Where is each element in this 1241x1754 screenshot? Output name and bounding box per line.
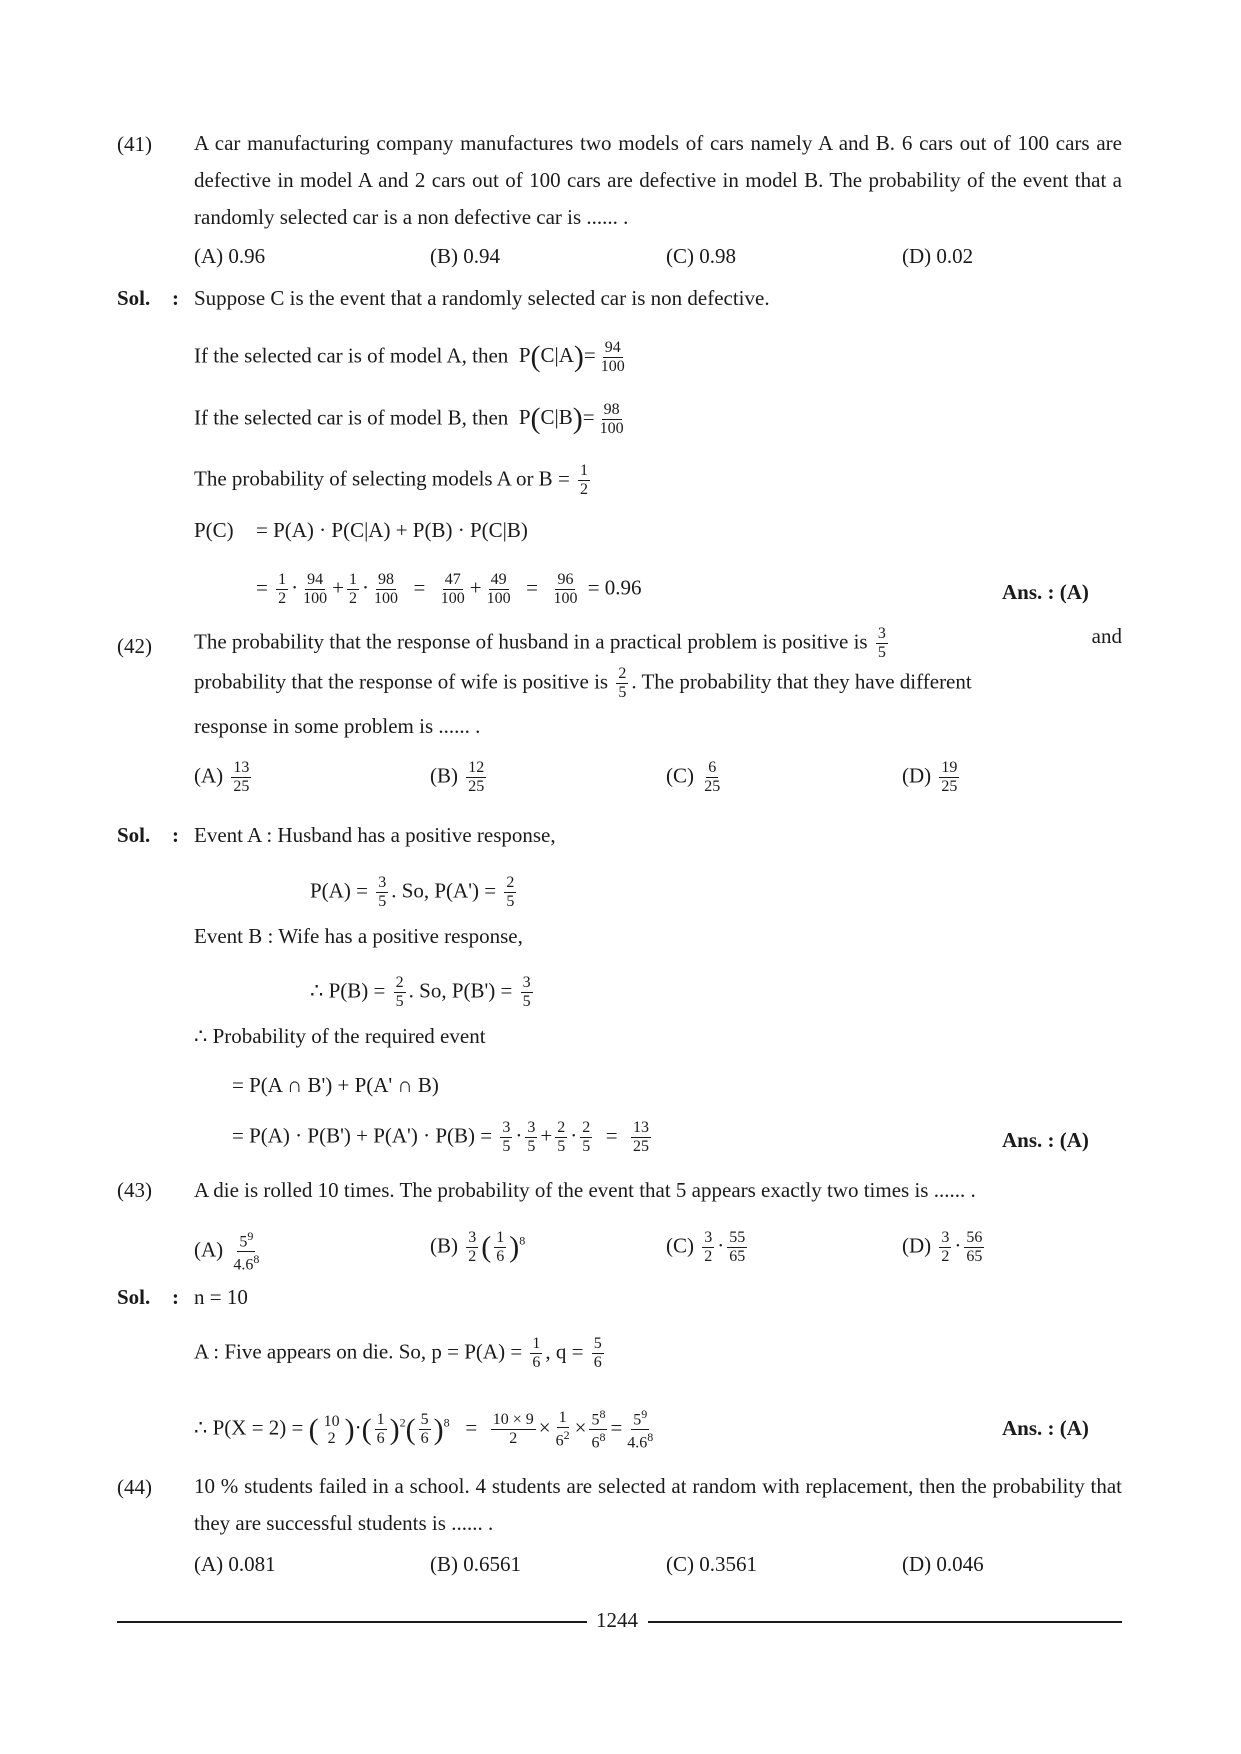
- formula-line: P(A) = $\frac{3}{5}$ . So, P(A') = $\frac{2}{5}$: [310, 874, 515, 910]
- question-text: probability that the response of wife is positive is $\frac{2}{5}$ . The probability that they have different: [194, 665, 972, 701]
- solution-line: [194, 340, 630, 375]
- answer-label: Ans. : (A): [1002, 1416, 1089, 1440]
- solution-line: Event A : Husband has a positive response,: [194, 823, 556, 847]
- option-c: (C) $\frac{3}{2}$ · $\frac{55}{65}$: [666, 1229, 746, 1265]
- answer-label: Ans. : (A): [1002, 580, 1089, 604]
- solution-label: Sol.: [117, 1285, 151, 1309]
- solution-line: ∴ Probability of the required event: [194, 1024, 486, 1048]
- option-b: (B) 0.94: [430, 244, 500, 268]
- formula-line: = P(A ∩ B') + P(A' ∩ B): [232, 1073, 439, 1097]
- question-number: (44): [117, 1475, 152, 1499]
- option-c: (C) 0.3561: [666, 1552, 757, 1576]
- question-text: A die is rolled 10 times. The probability of the event that 5 appears exactly two times is ...... .: [194, 1178, 976, 1202]
- option-d: (D) 0.046: [902, 1552, 984, 1576]
- solution-text: If the selected car is of model A, then: [194, 343, 509, 368]
- option-d: (D) 0.02: [902, 244, 974, 268]
- question-text: The probability that the response of husband in a practical problem is positive is $\frac{3}{5}$ and: [194, 624, 1122, 661]
- option-b: (B) $\frac{3}{2}$ ( $\frac{1}{6}$ )$^8$: [430, 1229, 526, 1265]
- solution-label: Sol.: [117, 823, 151, 847]
- formula-line: = P(A) · P(B') + P(A') · P(B) = $\frac{3}{5}$ · $\frac{3}{5}$ + $\frac{2}{5}$ · $\frac{2}{5}$ = $\frac{13}{25}$: [232, 1119, 650, 1155]
- solution-line: [194, 463, 593, 498]
- solution-line: Event B : Wife has a positive response,: [194, 924, 523, 948]
- question-text: response in some problem is ...... .: [194, 714, 481, 738]
- solution-colon: :: [172, 1285, 179, 1309]
- solution-line: Suppose C is the event that a randomly selected car is non defective.: [194, 286, 770, 310]
- answer-label: Ans. : (A): [1002, 1128, 1089, 1152]
- option-a: (A) 0.081: [194, 1552, 276, 1576]
- question-text: 10 % students failed in a school. 4 students are selected at random with replacement, then the probability that they are successful students is ...... .: [194, 1474, 1122, 1535]
- formula: P(C|B)=: [513, 402, 595, 436]
- option-d: (D) $\frac{3}{2}$ · $\frac{56}{65}$: [902, 1229, 983, 1265]
- option-c: (C) $\frac{6}{25}$: [666, 759, 721, 795]
- question-text: A car manufacturing company manufactures two models of cars namely A and B. 6 cars out of 100 cars are defective in model A and 2 cars out of 100 cars are defective in model B. The probability of the event that a randomly selected car is a non defective car is ...... .: [194, 131, 1122, 229]
- option-c: (C) 0.98: [666, 244, 736, 268]
- solution-line: n = 10: [194, 1285, 248, 1309]
- question-number: (42): [117, 634, 152, 658]
- formula-line: A : Five appears on die. So, p = P(A) = $\frac{1}{6}$ , q = $\frac{5}{6}$: [194, 1335, 602, 1371]
- footer-rule-left: [117, 1621, 587, 1623]
- formula-rhs: = P(A) · P(C|A) + P(B) · P(C|B): [256, 518, 528, 542]
- option-a: (A) $\frac{5^9}{4.6^8}$: [194, 1229, 260, 1274]
- fraction: $\frac{1}{2}$: [580, 462, 589, 498]
- solution-label: Sol.: [117, 286, 151, 310]
- formula-line: [194, 520, 234, 541]
- solution-colon: :: [172, 286, 179, 310]
- option-b: (B) 0.6561: [430, 1552, 521, 1576]
- formula-line: ∴ P(B) = $\frac{2}{5}$ . So, P(B') = $\frac{3}{5}$: [310, 974, 531, 1010]
- option-d: (D) $\frac{19}{25}$: [902, 759, 958, 795]
- solution-text: If the selected car is of model B, then: [194, 405, 509, 430]
- option-b: (B) $\frac{12}{25}$: [430, 759, 485, 795]
- formula-calculation: = $\frac{1}{2}$ · $\frac{94}{100}$ + $\frac{1}{2}$ · $\frac{98}{100}$ = $\frac{47}{100}$ + $\frac{49}{100}$ = $\frac{96}{100}$ = 0.96: [256, 571, 642, 607]
- solution-line: [194, 402, 629, 437]
- question-number: (41): [117, 132, 152, 156]
- fraction: $\frac{98}{100}$: [599, 401, 624, 437]
- footer-rule-right: [648, 1621, 1122, 1623]
- solution-text: The probability of selecting models A or B =: [194, 466, 570, 491]
- formula-line: ∴ P(X = 2) = ( 10 2 )·( $\frac{1}{6}$ )$^2$( $\frac{5}{6}$ )$^8$ = $\frac{10 \times 9}{2}$ × $\frac{1}{6^2}$ × $\frac{5^8}{6^8}$ = $\frac{5^9}{4.6^8}$: [194, 1407, 654, 1452]
- page-number: 1244: [596, 1608, 638, 1632]
- question-number: (43): [117, 1178, 152, 1202]
- option-a: (A) 0.96: [194, 244, 266, 268]
- option-a: (A) $\frac{13}{25}$: [194, 759, 250, 795]
- fraction: $\frac{94}{100}$: [600, 339, 625, 375]
- formula: P(C|A)=: [513, 340, 596, 374]
- formula-lhs: P(C): [194, 518, 234, 542]
- solution-colon: :: [172, 823, 179, 847]
